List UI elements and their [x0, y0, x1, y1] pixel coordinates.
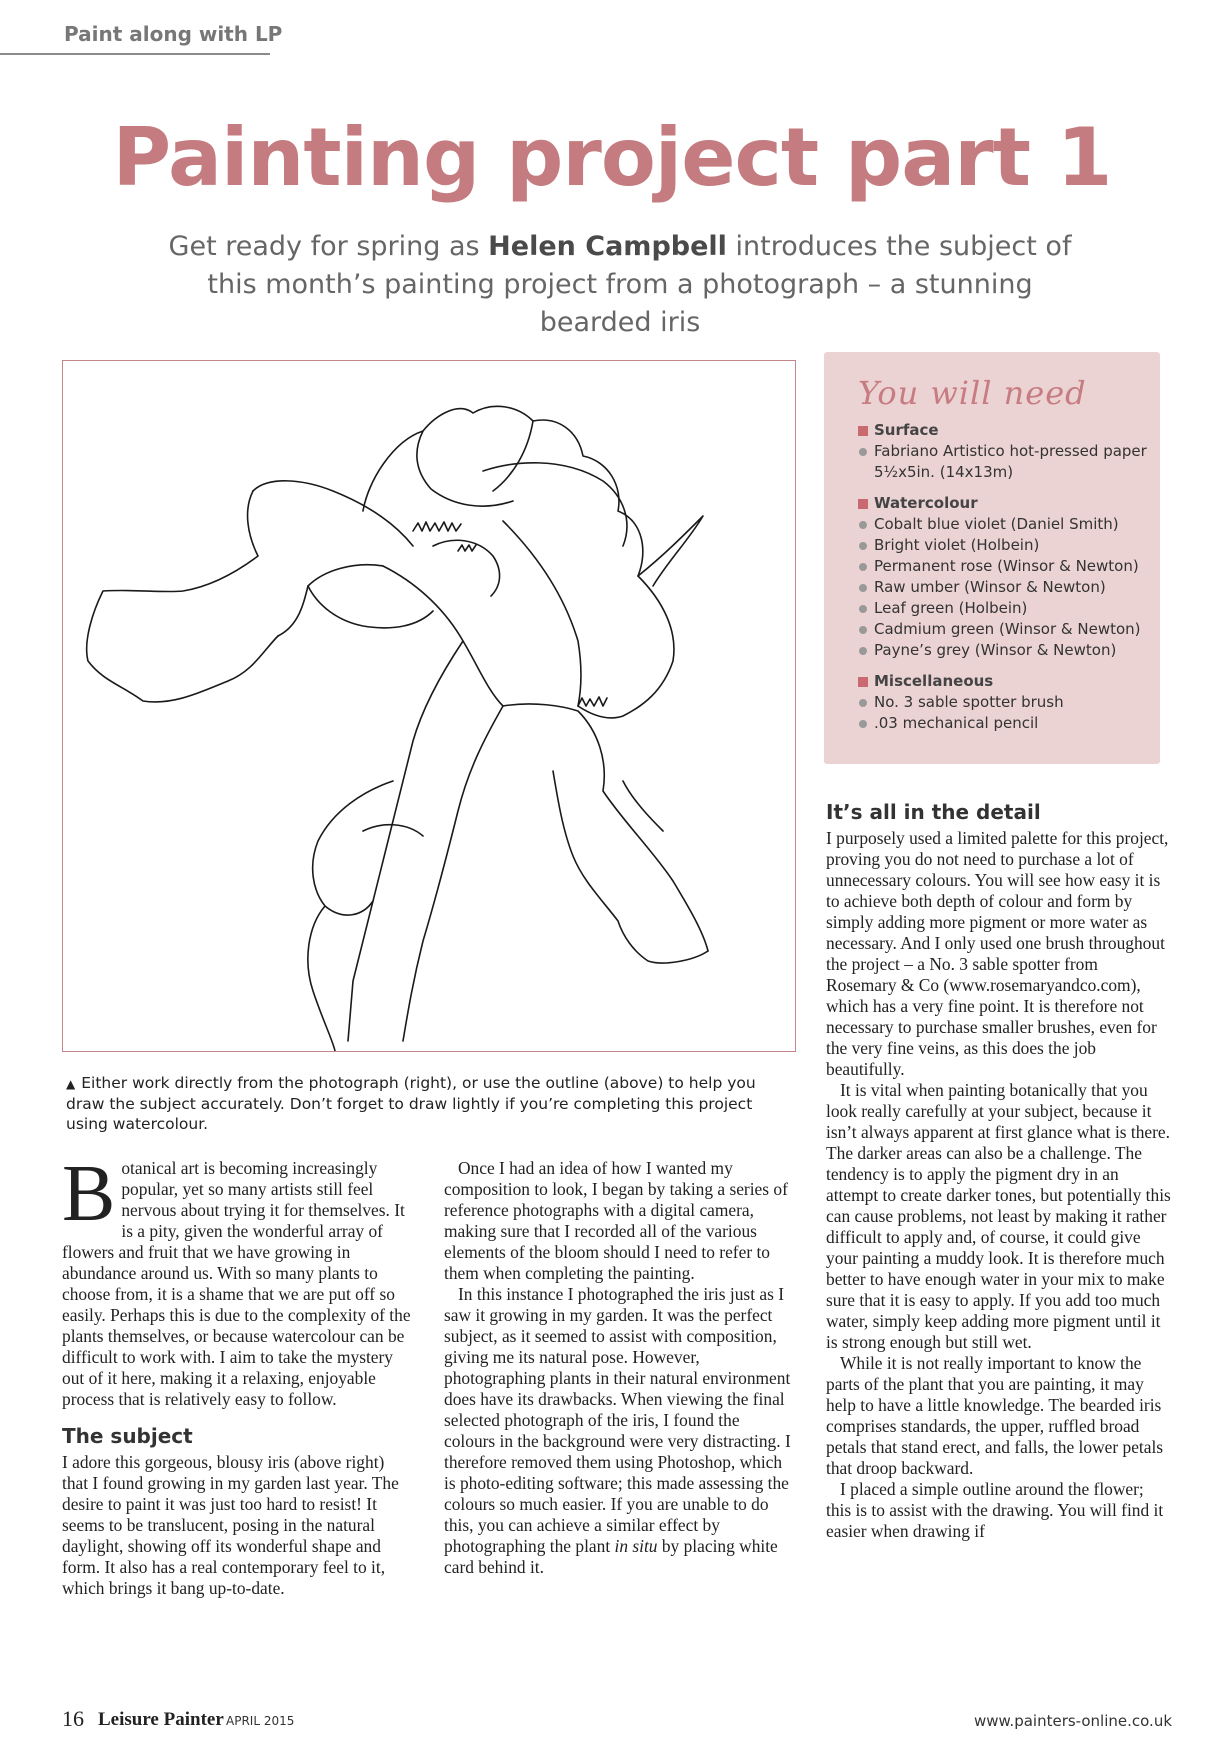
- materials-item: Cobalt blue violet (Daniel Smith): [858, 514, 1148, 535]
- materials-item: Payne’s grey (Winsor & Newton): [858, 640, 1148, 661]
- page-number: 16: [62, 1706, 84, 1731]
- materials-item: Raw umber (Winsor & Newton): [858, 577, 1148, 598]
- materials-heading: Watercolour: [858, 493, 1148, 514]
- materials-item: Bright violet (Holbein): [858, 535, 1148, 556]
- standfirst-rest: introduces the subject of this month’s painting project from a photograph – a stunning bearded iris: [207, 231, 1072, 338]
- standfirst-lead: Get ready for spring as: [168, 231, 489, 262]
- materials-group-surface: [858, 420, 1148, 483]
- caption-triangle-icon: ▲: [66, 1077, 76, 1091]
- materials-item: .03 mechanical pencil: [858, 713, 1148, 734]
- magazine-name: Leisure Painter: [98, 1709, 224, 1730]
- materials-item: Permanent rose (Winsor & Newton): [858, 556, 1148, 577]
- paragraph-text: by placing white card behind it.: [444, 1536, 778, 1577]
- caption-text: Either work directly from the photograph (right), or use the outline (above) to help you draw the subject accurately. Don’t forget to draw lightly if you’re completing this project using watercolour.: [66, 1074, 756, 1133]
- materials-group-watercolour: [858, 493, 1148, 661]
- materials-list: [858, 420, 1148, 744]
- image-caption: [66, 1073, 766, 1134]
- body-column-1: [62, 1150, 412, 1599]
- body-column-2: [444, 1158, 794, 1578]
- body-paragraph: I purposely used a limited palette for this project, proving you do not need to purchase a lot of unnecessary colours. You will see how easy it is to achieve both depth of colour and form by simply adding more pigment or more water as necessary. And I only used one brush throughout the project – a No. 3 sable spotter from Rosemary & Co (www.rosemaryandco.com), which has a very fine point. It is therefore not necessary to purchase smaller brushes, even for the very fine veins, as this does the job beautifully.: [826, 828, 1169, 1079]
- body-paragraph: [444, 1284, 794, 1578]
- subject-paragraph: I adore this gorgeous, blousy iris (above right) that I found growing in my garden last year. The desire to paint it was just too hard to resist! It seems to be translucent, posing in the natural daylight, showing off its wonderful shape and form. It also has a real contemporary feel to it, which brings it bang up-to-date.: [62, 1452, 399, 1598]
- italic-term: in situ: [614, 1536, 658, 1556]
- materials-heading: Miscellaneous: [858, 671, 1148, 692]
- website-url: www.painters-online.co.uk: [974, 1712, 1173, 1730]
- materials-group-miscellaneous: [858, 671, 1148, 734]
- you-will-need-title: You will need: [858, 374, 1087, 412]
- intro-paragraph: [62, 1150, 412, 1410]
- section-rule: [0, 53, 270, 55]
- body-column-3: [826, 800, 1172, 1542]
- iris-outline-drawing: [62, 360, 796, 1052]
- subhead-the-subject: The subject: [62, 1424, 193, 1448]
- materials-item: Leaf green (Holbein): [858, 598, 1148, 619]
- body-paragraph: While it is not really important to know the parts of the plant that you are painting, it may help to have a little knowledge. The bearded iris comprises standards, the upper, ruffled broad petals that stand erect, and falls, the lower petals that droop backward.: [826, 1353, 1164, 1478]
- iris-line-art: [63, 361, 795, 1051]
- materials-item: Fabriano Artistico hot-pressed paper 5½x5in. (14x13m): [858, 441, 1148, 483]
- body-paragraph: Once I had an idea of how I wanted my composition to look, I began by taking a series of reference photographs with a digital camera, making sure that I recorded all of the various elements of the bloom should I need to refer to them when completing the painting.: [444, 1158, 788, 1283]
- section-tag: Paint along with LP: [64, 22, 283, 46]
- page-title: Painting project part 1: [112, 111, 1112, 204]
- paragraph-text: In this instance I photographed the iris just as I saw it growing in my garden. It was the perfect subject, as it seemed to assist with composition, giving me its natural pose. However, photographing plants in their natural environment does have its drawbacks. When viewing the final selected photograph of the iris, I found the colours in the background were very distracting. I therefore removed them using Photoshop, which is photo-editing software; this made assessing the colours so much easier. If you are unable to do this, you can achieve a similar effect by photographing the plant: [444, 1284, 791, 1556]
- body-paragraph: It is vital when painting botanically that you look really carefully at your subject, because it isn’t always apparent at first glance what is there. The darker areas can also be a challenge. The tendency is to apply the pigment dry in an attempt to create darker tones, but potentially this can cause problems, not least by making it rather difficult to apply and, of course, it could give your painting a muddy look. It is therefore much better to have enough water in your mix to make sure that it is easy to apply. If you add too much water, simply keep adding more pigment until it is strong enough but still wet.: [826, 1080, 1171, 1352]
- body-paragraph: I placed a simple outline around the flower; this is to assist with the drawing. You will find it easier when drawing if: [826, 1479, 1164, 1541]
- author-name: Helen Campbell: [488, 231, 727, 262]
- materials-item: Cadmium green (Winsor & Newton): [858, 619, 1148, 640]
- intro-text: otanical art is becoming increasingly popular, yet so many artists still feel nervous about trying it for themselves. It is a pity, given the wonderful array of flowers and fruit that we have growing in abundance around us. With so many plants to choose from, it is a shame that we are put off so easily. Perhaps this is due to the complexity of the plants themselves, or because watercolour can be difficult to work with. I aim to take the mystery out of it here, making it a relaxing, enjoyable process that is relatively easy to follow.: [62, 1158, 411, 1409]
- subhead-detail: It’s all in the detail: [826, 800, 1041, 824]
- materials-heading: Surface: [858, 420, 1148, 441]
- materials-item: No. 3 sable spotter brush: [858, 692, 1148, 713]
- standfirst: [160, 228, 1080, 342]
- drop-cap: B: [62, 1150, 116, 1238]
- issue-date: APRIL 2015: [226, 1714, 295, 1728]
